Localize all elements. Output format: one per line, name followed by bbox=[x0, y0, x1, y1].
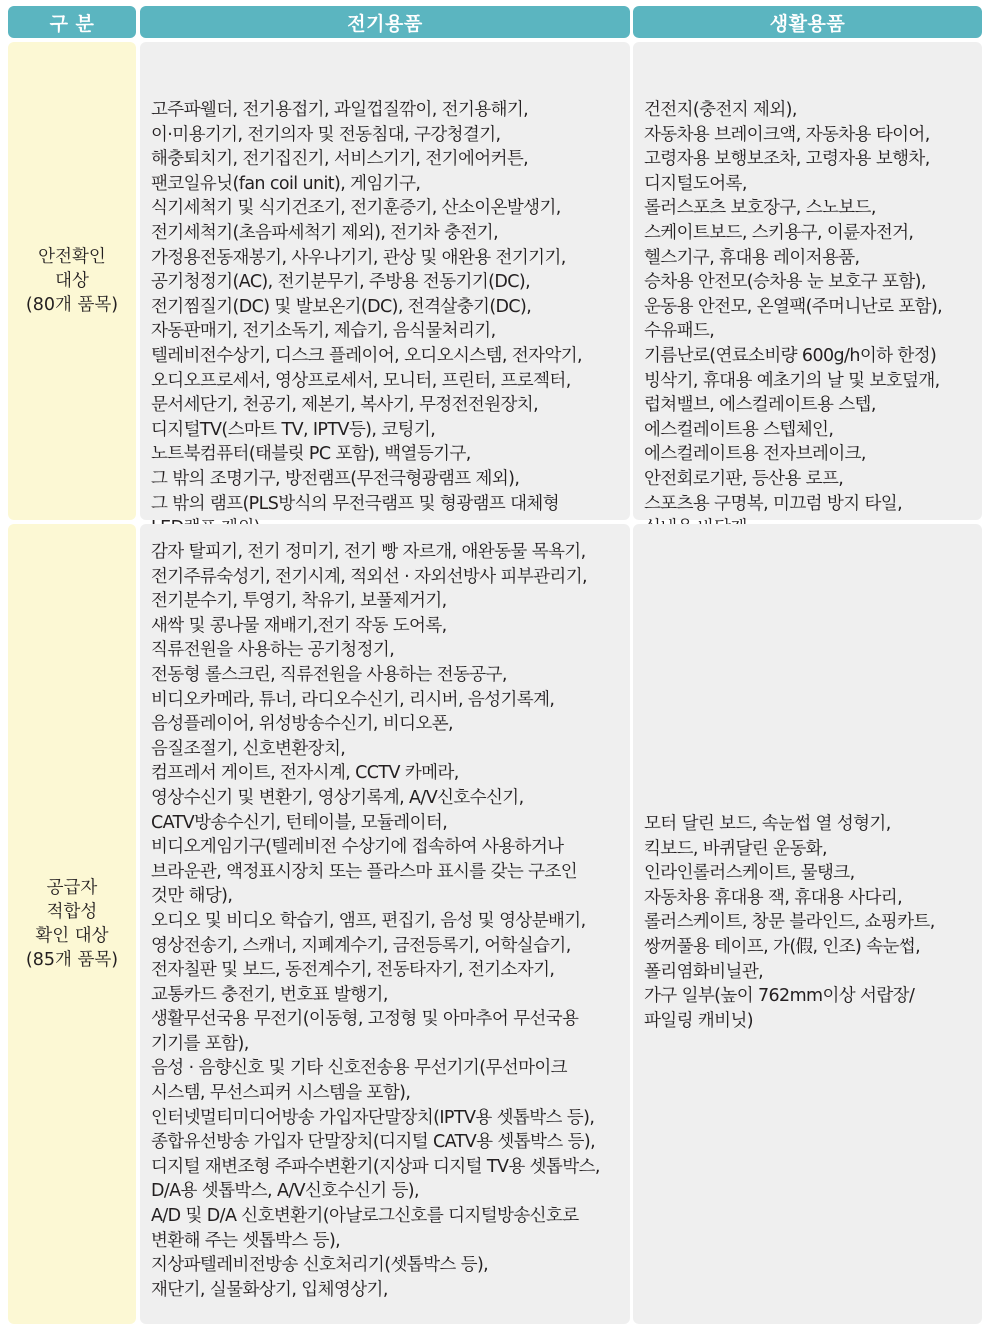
item-line: A/D 및 D/A 신호변환기(아날로그신호를 디지털방송신호로 bbox=[151, 1206, 579, 1227]
item-line: 자동차용 브레이크액, 자동차용 타이어, bbox=[644, 124, 930, 145]
item-line: 에스컬레이트용 전자브레이크, bbox=[644, 444, 866, 465]
item-line: 스케이트보드, 스키용구, 이륜자전거, bbox=[644, 222, 914, 243]
item-line: 식기세척기 및 식기건조기, 전기훈증기, 산소이온발생기, bbox=[151, 198, 561, 219]
item-line: 기름난로(연료소비량 600g/h이하 한정) bbox=[644, 345, 937, 366]
item-line: 롤러스포츠 보호장구, 스노보드, bbox=[644, 198, 876, 219]
item-line: D/A용 셋톱박스, A/V신호수신기 등), bbox=[151, 1181, 419, 1202]
item-line: 해충퇴치기, 전기집진기, 서비스기기, 전기에어커튼, bbox=[151, 149, 529, 170]
item-line: 승차용 안전모(승차용 눈 보호구 포함), bbox=[644, 272, 926, 293]
item-line: 교통카드 충전기, 번호표 발행기, bbox=[151, 984, 388, 1005]
item-line: 쌍꺼풀용 테이프, 가(假, 인조) 속눈썹, bbox=[644, 936, 921, 957]
item-line: 공기청정기(AC), 전기분무기, 주방용 전동기기(DC), bbox=[151, 272, 531, 293]
item-line: 전기찜질기(DC) 및 발보온기(DC), 전격살충기(DC), bbox=[151, 296, 532, 317]
item-line: 음성플레이어, 위성방송수신기, 비디오폰, bbox=[151, 714, 453, 735]
item-line: 그 밖의 조명기구, 방전램프(무전극형광램프 제외), bbox=[151, 468, 520, 489]
item-line: 전기분수기, 투영기, 착유기, 보풀제거기, bbox=[151, 591, 447, 612]
item-line: 음질조절기, 신호변환장치, bbox=[151, 738, 346, 759]
row-supplier-conformity-living bbox=[633, 524, 982, 1324]
item-line: 종합유선방송 가입자 단말장치(디지털 CATV용 셋톱박스 등), bbox=[151, 1132, 596, 1153]
item-line: 전기세척기(초음파세척기 제외), 전기차 충전기, bbox=[151, 222, 499, 243]
item-line: 전동형 롤스크린, 직류전원을 사용하는 전동공구, bbox=[151, 664, 507, 685]
row-safety-confirmation-living bbox=[633, 42, 982, 520]
item-line: 생활무선국용 무전기(이동형, 고정형 및 아마추어 무선국용 bbox=[151, 1009, 579, 1030]
item-line: 롤러스케이트, 창문 블라인드, 쇼핑카트, bbox=[644, 912, 935, 933]
category-label: 공급자 적합성 확인 대상 (85개 품목) bbox=[25, 878, 119, 970]
item-line: 에스컬레이트용 스텝체인, bbox=[644, 419, 834, 440]
row-safety-confirmation-category bbox=[8, 42, 136, 520]
row-supplier-conformity-electric bbox=[140, 524, 630, 1324]
item-line: 것만 해당), bbox=[151, 886, 233, 907]
item-line: CATV방송수신기, 턴테이블, 모듈레이터, bbox=[151, 812, 448, 833]
item-line: 자동차용 휴대용 잭, 휴대용 사다리, bbox=[644, 887, 903, 908]
item-line: 감자 탈피기, 전기 정미기, 전기 빵 자르개, 애완동물 목욕기, bbox=[151, 542, 586, 562]
item-line: 고령자용 보행보조차, 고령자용 보행차, bbox=[644, 149, 930, 170]
item-line: 디지털TV(스마트 TV, IPTV등), 코팅기, bbox=[151, 419, 436, 440]
item-line: 폴리염화비닐관, bbox=[644, 961, 764, 982]
item-line: 모터 달린 보드, 속눈썹 열 성형기, bbox=[644, 814, 891, 834]
header-electric-products: 전기용품 bbox=[140, 6, 630, 38]
item-line: 럽쳐밸브, 에스컬레이트용 스텝, bbox=[644, 395, 876, 416]
item-line: 전자칠판 및 보드, 동전계수기, 전동타자기, 전기소자기, bbox=[151, 960, 555, 981]
item-line: 건전지(충전지 제외), bbox=[644, 100, 797, 120]
item-line: 비디오게임기구(텔레비전 수상기에 접속하여 사용하거나 bbox=[151, 837, 564, 858]
item-line: 인터넷멀티미디어방송 가입자단말장치(IPTV용 셋톱박스 등), bbox=[151, 1107, 595, 1128]
item-line: 브라운관, 액정표시장치 또는 플라스마 표시를 갖는 구조인 bbox=[151, 861, 578, 882]
item-line: 인라인롤러스케이트, 물탱크, bbox=[644, 863, 855, 884]
item-line: 스포츠용 구명복, 미끄럼 방지 타일, bbox=[644, 493, 903, 514]
item-line: 비디오카메라, 튜너, 라디오수신기, 리시버, 음성기록계, bbox=[151, 689, 555, 710]
category-label: 안전확인 대상 (80개 품목) bbox=[25, 247, 119, 315]
item-line: 그 밖의 램프(PLS방식의 무전극램프 및 형광램프 대체형 bbox=[151, 493, 560, 514]
header-living-products: 생활용품 bbox=[633, 6, 982, 38]
item-line: 지상파텔레비전방송 신호처리기(셋톱박스 등), bbox=[151, 1255, 489, 1276]
item-line: 킥보드, 바퀴달린 운동화, bbox=[644, 838, 827, 859]
header-category: 구 분 bbox=[8, 6, 136, 38]
item-line: 고주파웰더, 전기용접기, 과일껍질깎이, 전기용해기, bbox=[151, 100, 529, 120]
item-line: 디지털 재변조형 주파수변환기(지상파 디지털 TV용 셋톱박스, bbox=[151, 1156, 600, 1177]
item-line: 헬스기구, 휴대용 레이저용품, bbox=[644, 247, 860, 268]
item-line: 노트북컴퓨터(태블릿 PC 포함), 백열등기구, bbox=[151, 444, 471, 465]
item-line: 기기를 포함), bbox=[151, 1033, 249, 1054]
item-line: 직류전원을 사용하는 공기청정기, bbox=[151, 640, 395, 661]
item-line: 영상수신기 및 변환기, 영상기록계, A/V신호수신기, bbox=[151, 787, 524, 808]
item-line: 파일링 캐비닛) bbox=[644, 1010, 754, 1031]
item-line: 오디오 및 비디오 학습기, 앰프, 편집기, 음성 및 영상분배기, bbox=[151, 910, 586, 931]
item-line: 가구 일부(높이 762mm이상 서랍장/ bbox=[644, 986, 915, 1007]
item-line: 컴프레서 게이트, 전자시계, CCTV 카메라, bbox=[151, 763, 459, 784]
item-line: 이·미용기기, 전기의자 및 전동침대, 구강청결기, bbox=[151, 124, 501, 145]
row-supplier-conformity-category bbox=[8, 524, 136, 1324]
item-line: 수유패드, bbox=[644, 321, 715, 342]
item-line: 오디오프로세서, 영상프로세서, 모니터, 프린터, 프로젝터, bbox=[151, 370, 571, 391]
item-line: 전기주류숙성기, 전기시계, 적외선 · 자외선방사 피부관리기, bbox=[151, 566, 587, 587]
item-line: 가정용전동재봉기, 사우나기기, 관상 및 애완용 전기기기, bbox=[151, 247, 566, 268]
item-line: 변환해 주는 셋톱박스 등), bbox=[151, 1230, 341, 1251]
item-line: 시스템, 무선스피커 시스템을 포함), bbox=[151, 1083, 411, 1104]
item-line: 팬코일유닛(fan coil unit), 게임기구, bbox=[151, 173, 421, 194]
row-safety-confirmation-electric bbox=[140, 42, 630, 520]
item-line: 자동판매기, 전기소독기, 제습기, 음식물처리기, bbox=[151, 321, 496, 342]
item-line: 빙삭기, 휴대용 예초기의 날 및 보호덮개, bbox=[644, 370, 940, 391]
item-line: 문서세단기, 천공기, 제본기, 복사기, 무정전전원장치, bbox=[151, 395, 539, 416]
item-line: 영상전송기, 스캐너, 지폐계수기, 금전등록기, 어학실습기, bbox=[151, 935, 571, 956]
item-line: 새싹 및 콩나물 재배기,전기 작동 도어록, bbox=[151, 615, 447, 636]
item-line: 안전회로기판, 등산용 로프, bbox=[644, 468, 844, 489]
item-line: 텔레비전수상기, 디스크 플레이어, 오디오시스템, 전자악기, bbox=[151, 345, 583, 366]
item-line: 재단기, 실물화상기, 입체영상기, bbox=[151, 1279, 388, 1300]
item-line: 디지털도어록, bbox=[644, 173, 747, 194]
item-line: 음성 · 음향신호 및 기타 신호전송용 무선기기(무선마이크 bbox=[151, 1058, 567, 1079]
item-line: 운동용 안전모, 온열팩(주머니난로 포함), bbox=[644, 296, 943, 317]
